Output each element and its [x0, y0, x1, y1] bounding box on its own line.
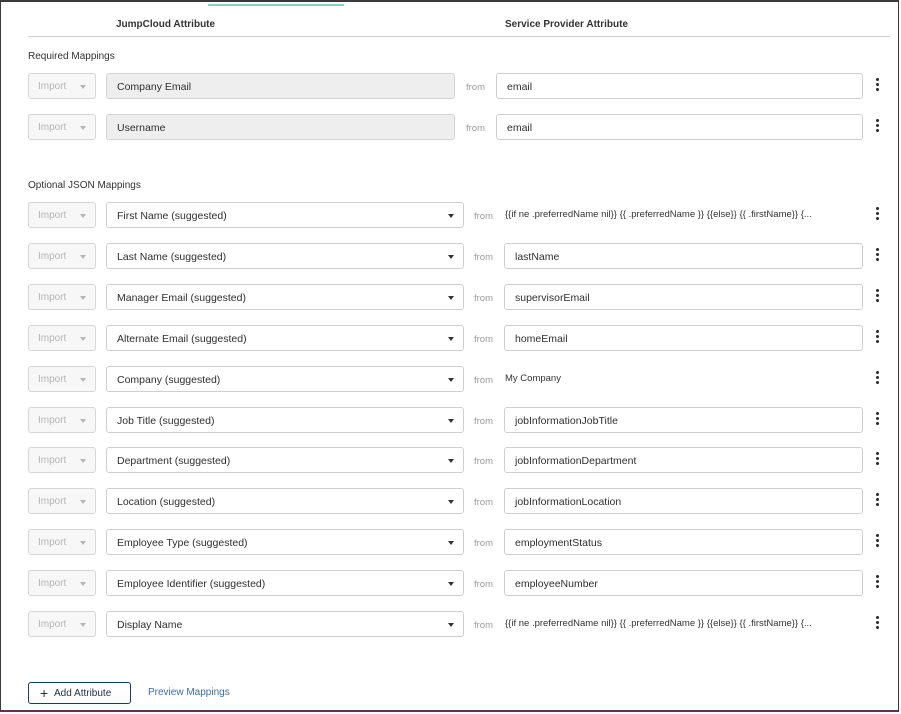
optional-mapping-row: [0, 529, 901, 555]
service-provider-template-text[interactable]: {{if ne .preferredName nil}} {{ .preferredName }} {{else}} {{ .firstName}} {...: [505, 209, 812, 220]
import-select-label: Import: [38, 210, 67, 221]
import-select[interactable]: [28, 529, 96, 555]
optional-mapping-row: [0, 407, 901, 433]
optional-mapping-row: [0, 325, 901, 351]
jumpcloud-attribute-field: [106, 114, 455, 140]
service-provider-attribute-input[interactable]: [504, 570, 863, 596]
add-attribute-label: Add Attribute: [54, 688, 112, 699]
chevron-down-icon: [80, 126, 86, 130]
jumpcloud-attribute-dropdown[interactable]: [106, 243, 464, 269]
import-select-label: Import: [38, 415, 67, 426]
chevron-down-icon: [80, 623, 86, 627]
service-provider-attribute-input[interactable]: [504, 407, 863, 433]
from-label: from: [474, 620, 493, 631]
chevron-down-icon: [448, 255, 454, 259]
from-label: from: [474, 293, 493, 304]
service-provider-attribute-value: email: [507, 81, 533, 93]
chevron-down-icon: [448, 214, 454, 218]
import-select-label: Import: [38, 333, 67, 344]
from-label: from: [474, 334, 493, 345]
import-select-label: Import: [38, 81, 67, 92]
optional-mappings-label: Optional JSON Mappings: [28, 180, 141, 191]
optional-mapping-row: [0, 366, 901, 392]
import-select-label: Import: [38, 537, 67, 548]
chevron-down-icon: [448, 582, 454, 586]
more-options-icon[interactable]: [874, 248, 882, 264]
import-select[interactable]: [28, 284, 96, 310]
more-options-icon[interactable]: [874, 119, 882, 135]
from-label: from: [466, 123, 485, 134]
from-label: from: [474, 497, 493, 508]
jumpcloud-attribute-value: Department (suggested): [117, 455, 231, 467]
jumpcloud-attribute-dropdown[interactable]: [106, 202, 464, 228]
optional-mapping-row: [0, 488, 901, 514]
service-provider-attribute-value: employmentStatus: [515, 537, 602, 549]
jumpcloud-attribute-dropdown[interactable]: [106, 447, 464, 473]
chevron-down-icon: [80, 419, 86, 423]
more-options-icon[interactable]: [874, 493, 882, 509]
jumpcloud-attribute-value: Company (suggested): [117, 374, 221, 386]
from-label: from: [474, 252, 493, 263]
optional-mapping-row: [0, 202, 901, 228]
header-jumpcloud-attribute: JumpCloud Attribute: [116, 19, 216, 30]
jumpcloud-attribute-dropdown[interactable]: [106, 570, 464, 596]
more-options-icon[interactable]: [874, 289, 882, 305]
from-label: from: [474, 211, 493, 222]
jumpcloud-attribute-value: Job Title (suggested): [117, 415, 215, 427]
chevron-down-icon: [448, 500, 454, 504]
import-select[interactable]: [28, 243, 96, 269]
jumpcloud-attribute-value: Company Email: [117, 81, 192, 93]
import-select-label: Import: [38, 578, 67, 589]
service-provider-attribute-input[interactable]: [504, 488, 863, 514]
import-select[interactable]: [28, 447, 96, 473]
jumpcloud-attribute-value: Location (suggested): [117, 496, 216, 508]
import-select[interactable]: [28, 570, 96, 596]
preview-mappings-link[interactable]: Preview Mappings: [148, 687, 230, 698]
chevron-down-icon: [80, 378, 86, 382]
optional-mapping-row: [0, 243, 901, 269]
service-provider-attribute-value: supervisorEmail: [515, 292, 590, 304]
import-select[interactable]: [28, 611, 96, 637]
more-options-icon[interactable]: [874, 616, 882, 632]
optional-mapping-row: [0, 284, 901, 310]
chevron-down-icon: [80, 459, 86, 463]
jumpcloud-attribute-value: Display Name: [117, 619, 183, 631]
service-provider-attribute-input[interactable]: [504, 243, 863, 269]
jumpcloud-attribute-dropdown[interactable]: [106, 529, 464, 555]
chevron-down-icon: [448, 623, 454, 627]
chevron-down-icon: [448, 378, 454, 382]
chevron-down-icon: [80, 85, 86, 89]
chevron-down-icon: [80, 541, 86, 545]
service-provider-attribute-value: lastName: [515, 251, 560, 263]
more-options-icon[interactable]: [874, 207, 882, 223]
import-select[interactable]: [28, 488, 96, 514]
jumpcloud-attribute-dropdown[interactable]: [106, 366, 464, 392]
optional-mapping-row: [0, 611, 901, 637]
jumpcloud-attribute-dropdown[interactable]: [106, 407, 464, 433]
jumpcloud-attribute-dropdown[interactable]: [106, 488, 464, 514]
jumpcloud-attribute-value: Employee Type (suggested): [117, 537, 248, 549]
from-label: from: [474, 416, 493, 427]
chevron-down-icon: [80, 337, 86, 341]
jumpcloud-attribute-value: Alternate Email (suggested): [117, 333, 247, 345]
header-service-provider-attribute: Service Provider Attribute: [505, 19, 629, 30]
active-tab-indicator: [208, 4, 344, 6]
jumpcloud-attribute-value: Last Name (suggested): [117, 251, 227, 263]
service-provider-attribute-value: homeEmail: [515, 333, 568, 345]
service-provider-template-text[interactable]: {{if ne .preferredName nil}} {{ .preferredName }} {{else}} {{ .firstName}} {...: [505, 618, 812, 629]
service-provider-attribute-input[interactable]: [504, 284, 863, 310]
required-mapping-row: [0, 73, 901, 99]
from-label: from: [474, 456, 493, 467]
chevron-down-icon: [80, 214, 86, 218]
chevron-down-icon: [80, 582, 86, 586]
more-options-icon[interactable]: [874, 371, 882, 387]
required-mapping-row: [0, 114, 901, 140]
jumpcloud-attribute-value: Manager Email (suggested): [117, 292, 246, 304]
jumpcloud-attribute-dropdown[interactable]: [106, 325, 464, 351]
chevron-down-icon: [448, 459, 454, 463]
chevron-down-icon: [80, 255, 86, 259]
import-select-label: Import: [38, 455, 67, 466]
chevron-down-icon: [448, 541, 454, 545]
service-provider-attribute-input[interactable]: [496, 114, 863, 140]
import-select[interactable]: [28, 114, 96, 140]
jumpcloud-attribute-dropdown[interactable]: [106, 284, 464, 310]
more-options-icon[interactable]: [874, 452, 882, 468]
service-provider-attribute-input[interactable]: [504, 325, 863, 351]
import-select-label: Import: [38, 122, 67, 133]
service-provider-attribute-value: jobInformationLocation: [515, 496, 622, 508]
more-options-icon[interactable]: [874, 78, 882, 94]
import-select[interactable]: [28, 407, 96, 433]
chevron-down-icon: [448, 337, 454, 341]
more-options-icon[interactable]: [874, 330, 882, 346]
from-label: from: [474, 579, 493, 590]
import-select[interactable]: [28, 366, 96, 392]
import-select-label: Import: [38, 251, 67, 262]
import-select-label: Import: [38, 292, 67, 303]
from-label: from: [474, 375, 493, 386]
jumpcloud-attribute-field: [106, 73, 455, 99]
more-options-icon[interactable]: [874, 534, 882, 550]
jumpcloud-attribute-value: Username: [117, 122, 166, 134]
from-label: from: [474, 538, 493, 549]
import-select[interactable]: [28, 325, 96, 351]
service-provider-attribute-value: jobInformationDepartment: [515, 455, 637, 467]
more-options-icon[interactable]: [874, 412, 882, 428]
service-provider-attribute-input[interactable]: [496, 73, 863, 99]
from-label: from: [466, 82, 485, 93]
service-provider-attribute-value: jobInformationJobTitle: [515, 415, 618, 427]
import-select-label: Import: [38, 374, 67, 385]
required-mappings-label: Required Mappings: [28, 51, 115, 62]
chevron-down-icon: [448, 296, 454, 300]
mapping-table-header: [28, 14, 890, 37]
import-select-label: Import: [38, 496, 67, 507]
chevron-down-icon: [80, 296, 86, 300]
service-provider-template-text[interactable]: My Company: [505, 373, 561, 384]
import-select[interactable]: [28, 73, 96, 99]
import-select-label: Import: [38, 619, 67, 630]
add-attribute-button[interactable]: [28, 682, 131, 704]
jumpcloud-attribute-value: First Name (suggested): [117, 210, 227, 222]
chevron-down-icon: [448, 419, 454, 423]
service-provider-attribute-input[interactable]: [504, 529, 863, 555]
jumpcloud-attribute-value: Employee Identifier (suggested): [117, 578, 266, 590]
chevron-down-icon: [80, 500, 86, 504]
service-provider-attribute-value: email: [507, 122, 533, 134]
more-options-icon[interactable]: [874, 575, 882, 591]
plus-icon: +: [40, 685, 49, 701]
import-select[interactable]: [28, 202, 96, 228]
service-provider-attribute-input[interactable]: [504, 447, 863, 473]
service-provider-attribute-value: employeeNumber: [515, 578, 598, 590]
optional-mapping-row: [0, 447, 901, 473]
jumpcloud-attribute-dropdown[interactable]: [106, 611, 464, 637]
optional-mapping-row: [0, 570, 901, 596]
